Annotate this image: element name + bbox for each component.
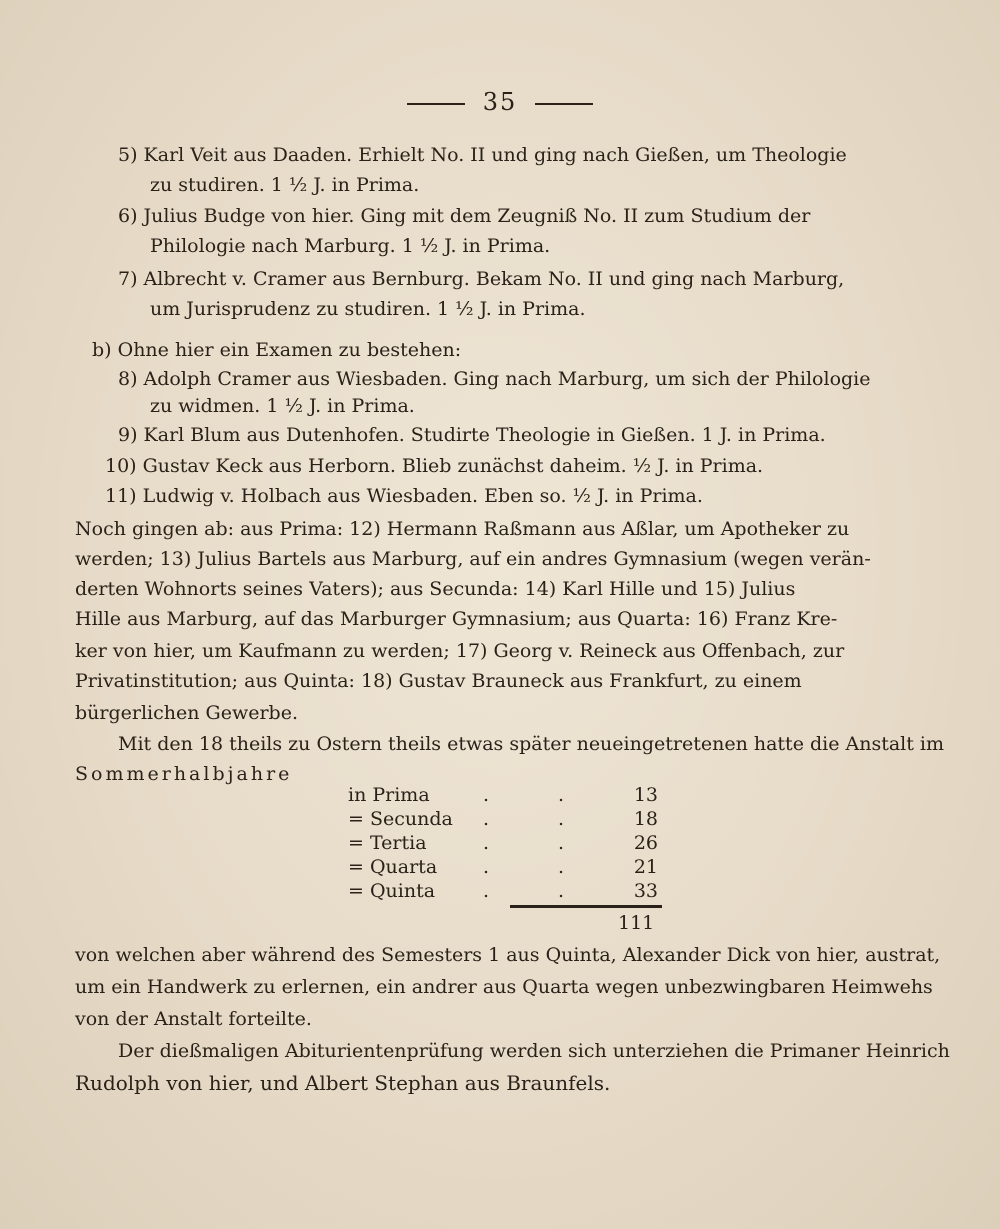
table-row	[348, 880, 668, 904]
leader-dot: .	[558, 808, 565, 830]
class-count: 26	[633, 832, 658, 854]
class-count: 21	[633, 856, 658, 878]
leader-dot: .	[558, 880, 565, 902]
leader-dot: .	[558, 784, 565, 806]
class-label: = Quinta	[348, 880, 436, 902]
mit-line-2: Sommerhalbjahre	[75, 763, 293, 785]
entry-5-line1: 5) Karl Veit aus Daaden. Erhielt No. II und ging nach Gießen, um Theologie	[118, 144, 847, 166]
class-label: in Prima	[348, 784, 430, 806]
entry-8-line1: 8) Adolph Cramer aus Wiesbaden. Ging nach Marburg, um sich der Philologie	[118, 368, 871, 390]
page-number: 35	[482, 88, 518, 116]
leader-dot: .	[558, 832, 565, 854]
header-dash-left	[407, 103, 465, 105]
noch-line-3: derten Wohnorts seines Vaters); aus Secunda: 14) Karl Hille und 15) Julius	[75, 578, 796, 600]
leader-dot: .	[558, 856, 565, 878]
von-line-3: von der Anstalt forteilte.	[75, 1008, 312, 1030]
der-line-2: Rudolph von hier, und Albert Stephan aus Braunfels.	[75, 1071, 611, 1095]
table-row	[348, 856, 668, 880]
class-count-table	[348, 784, 668, 904]
mit-line-1: Mit den 18 theils zu Ostern theils etwas später neueingetretenen hatte die Anstalt im	[118, 733, 945, 755]
entry-9: 9) Karl Blum aus Dutenhofen. Studirte Theologie in Gießen. 1 J. in Prima.	[118, 424, 826, 446]
header-dash-right	[535, 103, 593, 105]
table-row	[348, 808, 668, 832]
class-label: = Secunda	[348, 808, 453, 830]
leader-dot: .	[483, 832, 490, 854]
entry-7-line2: um Jurisprudenz zu studiren. 1 ½ J. in Prima.	[150, 298, 586, 320]
class-count: 18	[633, 808, 658, 830]
leader-dot: .	[483, 808, 490, 830]
noch-line-4: Hille aus Marburg, auf das Marburger Gymnasium; aus Quarta: 16) Franz Kre-	[75, 608, 838, 630]
table-row	[348, 784, 668, 808]
class-count: 33	[633, 880, 658, 902]
noch-line-1: Noch gingen ab: aus Prima: 12) Hermann Raßmann aus Aßlar, um Apotheker zu	[75, 518, 850, 540]
noch-line-6: Privatinstitution; aus Quinta: 18) Gustav Brauneck aus Frankfurt, zu einem	[75, 670, 802, 692]
sum-rule	[510, 905, 662, 908]
table-row	[348, 832, 668, 856]
section-b-heading: b) Ohne hier ein Examen zu bestehen:	[92, 339, 462, 361]
leader-dot: .	[483, 880, 490, 902]
entry-10: 10) Gustav Keck aus Herborn. Blieb zunächst daheim. ½ J. in Prima.	[105, 455, 764, 477]
page-header	[0, 88, 1000, 116]
von-line-1: von welchen aber während des Semesters 1 aus Quinta, Alexander Dick von hier, austrat,	[75, 944, 941, 966]
leader-dot: .	[483, 856, 490, 878]
noch-line-5: ker von hier, um Kaufmann zu werden; 17) Georg v. Reineck aus Offenbach, zur	[75, 640, 845, 662]
entry-6-line1: 6) Julius Budge von hier. Ging mit dem Zeugniß No. II zum Studium der	[118, 205, 811, 227]
entry-5-line2: zu studiren. 1 ½ J. in Prima.	[150, 174, 420, 196]
noch-line-7: bürgerlichen Gewerbe.	[75, 702, 298, 724]
entry-7-line1: 7) Albrecht v. Cramer aus Bernburg. Bekam No. II und ging nach Marburg,	[118, 268, 845, 290]
leader-dot: .	[483, 784, 490, 806]
class-label: = Tertia	[348, 832, 427, 854]
class-label: = Quarta	[348, 856, 438, 878]
entry-11: 11) Ludwig v. Holbach aus Wiesbaden. Eben so. ½ J. in Prima.	[105, 485, 703, 507]
noch-line-2: werden; 13) Julius Bartels aus Marburg, auf ein andres Gymnasium (wegen verän-	[75, 548, 871, 570]
entry-8-line2: zu widmen. 1 ½ J. in Prima.	[150, 395, 415, 417]
von-line-2: um ein Handwerk zu erlernen, ein andrer aus Quarta wegen unbezwingbaren Heimwehs	[75, 976, 933, 998]
der-line-1: Der dießmaligen Abiturientenprüfung werden sich unterziehen die Primaner Heinrich	[118, 1040, 950, 1062]
class-count: 13	[633, 784, 658, 806]
table-total: 111	[618, 912, 655, 934]
entry-6-line2: Philologie nach Marburg. 1 ½ J. in Prima.	[150, 235, 551, 257]
